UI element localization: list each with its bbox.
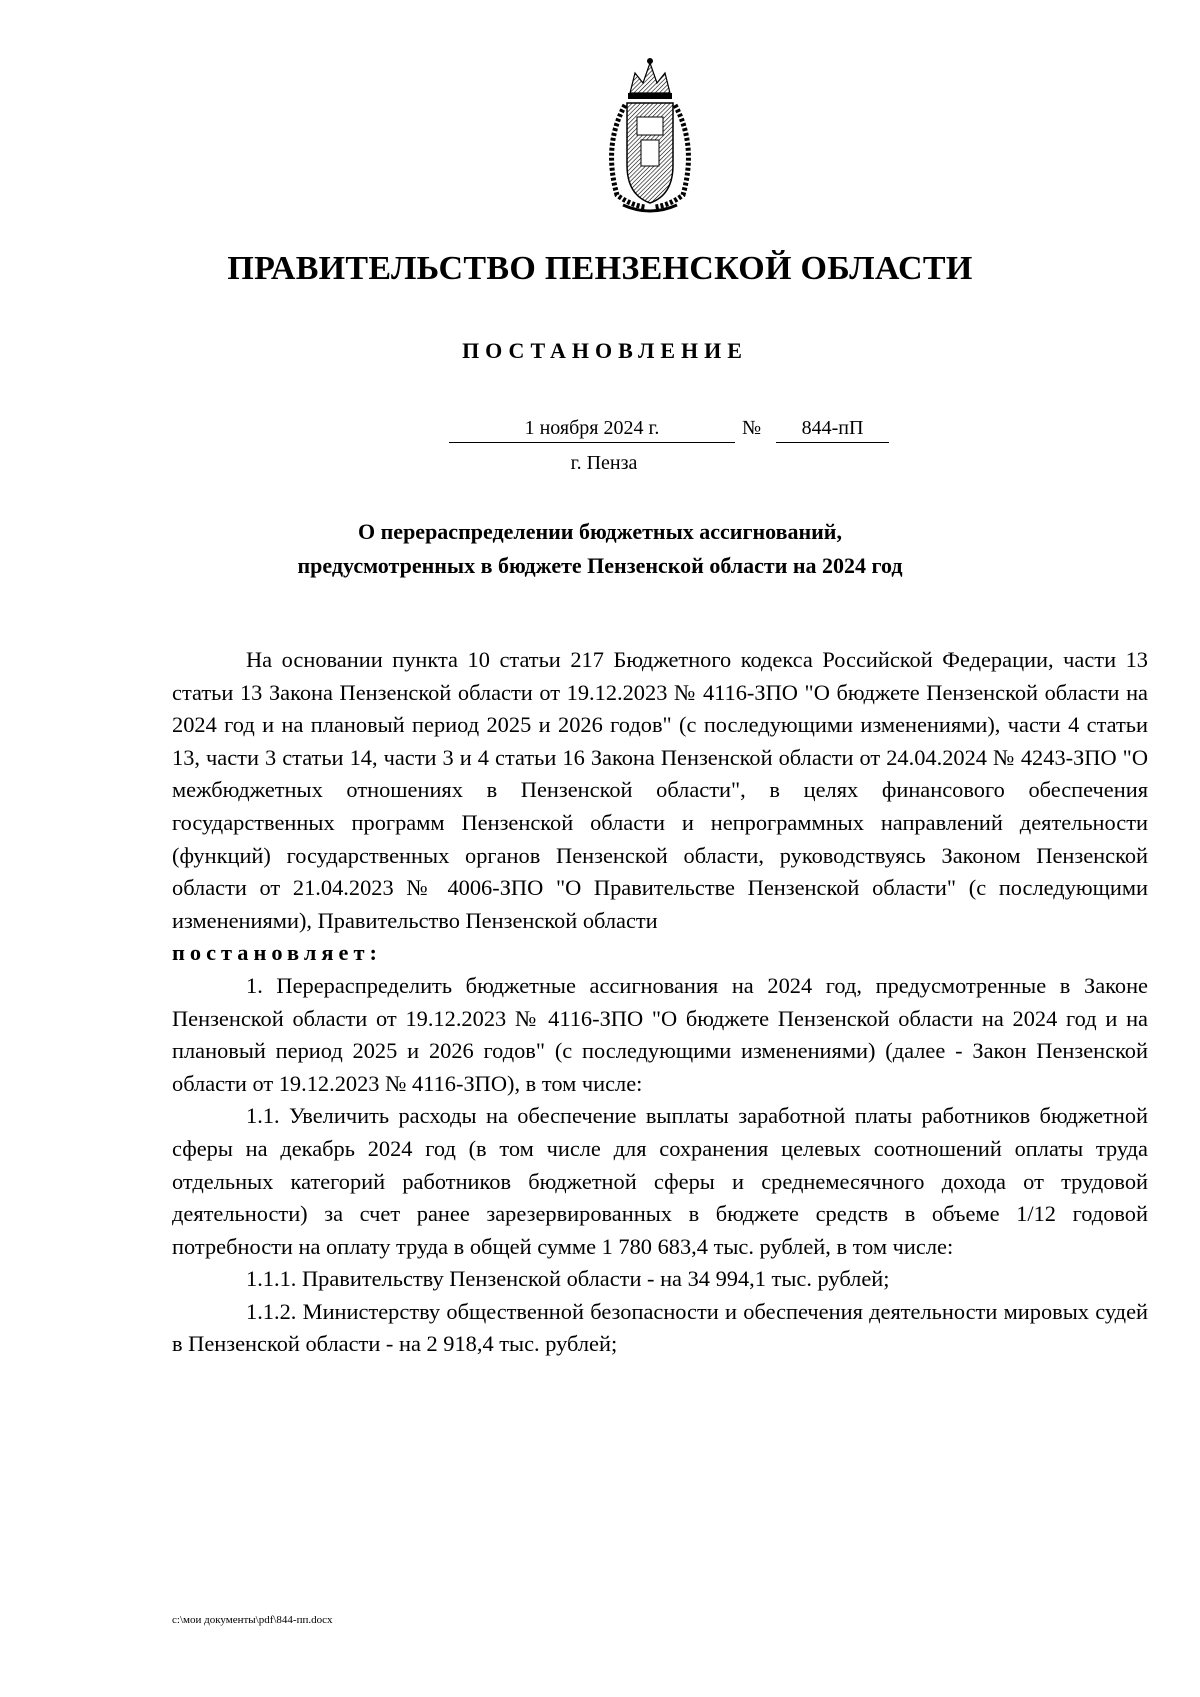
clause-1-1-1: 1.1.1. Правительству Пензенской области - на 34 994,1 тыс. рублей; xyxy=(246,1266,890,1292)
clause-1: 1. Перераспределить бюджетные ассигнования на 2024 год, предусмотренные в Законе Пензенской области от 19.12.2023 № 4116-ЗПО "О бюджете Пензенской области на 2024 год и на плановый период 2025 и 2026 годов" (с последующими изменениями) (далее - Закон Пензенской области от 19.12.2023 № 4116-ЗПО), в том числе: xyxy=(172,972,1148,1096)
decree-date: 1 ноября 2024 г. xyxy=(449,414,735,443)
decree-subject xyxy=(0,515,1200,583)
subject-line-2: предусмотренных в бюджете Пензенской области на 2024 год xyxy=(297,553,903,578)
number-sign: № xyxy=(742,417,762,439)
decree-body xyxy=(172,644,1148,1361)
intro-paragraph: На основании пункта 10 статьи 217 Бюджетного кодекса Российской Федерации, части 13 статьи 13 Закона Пензенской области от 19.12.2023 № 4116-ЗПО "О бюджете Пензенской области на 2024 год и на плановый период 2025 и 2026 годов" (с последующими изменениями), части 4 статьи 13, части 3 статьи 14, части 3 и 4 статьи 16 Закона Пензенской области от 24.04.2024 № 4243-ЗПО "О межбюджетных отношениях в Пензенской области", в целях финансового обеспечения государственных программ Пензенской области и непрограммных направлений деятельности (функций) государственных органов Пензенской области, руководствуясь Законом Пензенской области от 21.04.2023 № 4006-ЗПО "О Правительстве Пензенской области" (с последующими изменениями), Правительство Пензенской области xyxy=(172,647,1148,933)
file-path-footer: c:\мои документы\pdf\844-пп.docx xyxy=(172,1614,333,1626)
clause-1-1-2: 1.1.2. Министерству общественной безопасности и обеспечения деятельности мировых судей в Пензенской области - на 2 918,4 тыс. рублей; xyxy=(172,1298,1148,1357)
government-title: ПРАВИТЕЛЬСТВО ПЕНЗЕНСКОЙ ОБЛАСТИ xyxy=(227,250,973,287)
subject-line-1: О перераспределении бюджетных ассигнований, xyxy=(358,519,842,544)
coat-of-arms-emblem-icon xyxy=(595,55,705,215)
city-name: г. Пенза xyxy=(570,452,638,474)
resolves-word: постановляет: xyxy=(172,940,382,966)
decree-type-title: ПОСТАНОВЛЕНИЕ xyxy=(462,338,748,363)
decree-number: 844-пП xyxy=(776,414,889,443)
clause-1-1: 1.1. Увеличить расходы на обеспечение выплаты заработной платы работников бюджетной сферы на декабрь 2024 год (в том числе для сохранения целевых соотношений оплаты труда отдельных категорий работников бюджетной сферы и среднемесячного дохода от трудовой деятельности) за счет ранее зарезервированных в бюджете средств в объеме 1/12 годовой потребности на оплату труда в общей сумме 1 780 683,4 тыс. рублей, в том числе: xyxy=(172,1103,1148,1259)
